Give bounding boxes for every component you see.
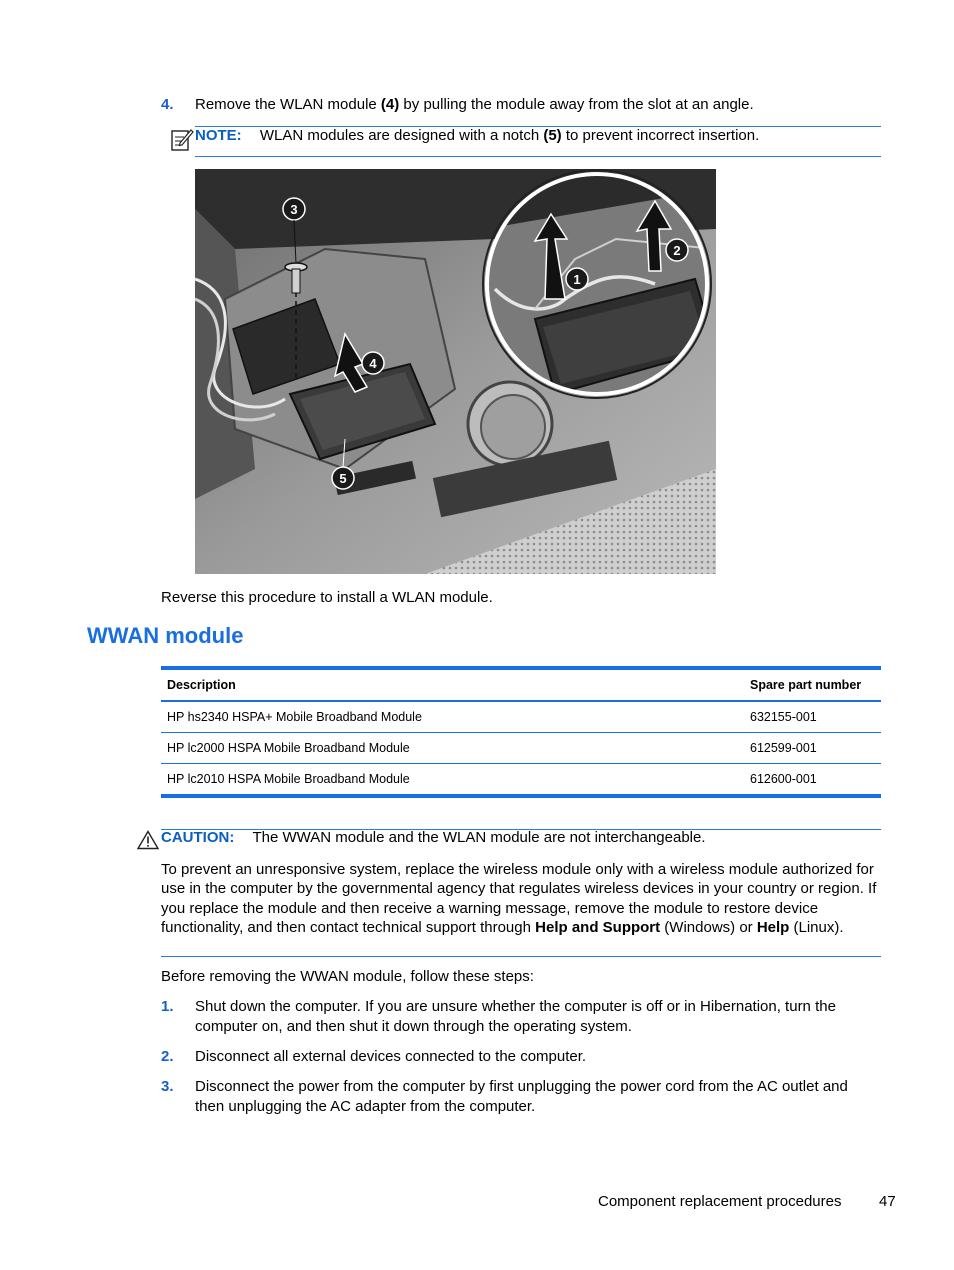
header-description: Description <box>161 668 744 701</box>
row-1-part: 632155-001 <box>750 710 817 724</box>
table-row <box>161 733 881 764</box>
callout-2-label: 2 <box>673 243 681 258</box>
warning-triangle-icon <box>137 830 159 850</box>
step-2-number: 2. <box>161 1048 174 1065</box>
wlan-module-removal-photo <box>195 169 716 574</box>
table-row <box>161 701 881 733</box>
note-label: NOTE: <box>195 127 242 144</box>
caution-body-c: (Linux). <box>789 918 844 936</box>
step-4-text-a: Remove the WLAN module <box>195 96 381 113</box>
row-3-part: 612600-001 <box>750 772 817 786</box>
caution-body-b: (Windows) or <box>660 918 757 936</box>
step-2-text: Disconnect all external devices connected to the computer. <box>195 1048 587 1065</box>
caution-line <box>161 829 706 846</box>
header-spare-part: Spare part number <box>744 668 881 701</box>
note-text-a: WLAN modules are designed with a notch <box>259 127 544 144</box>
wwan-parts-table <box>161 666 881 798</box>
before-removing-text: Before removing the WWAN module, follow these steps: <box>161 968 534 985</box>
section-title: WWAN module <box>87 623 244 648</box>
reverse-procedure-text: Reverse this procedure to install a WLAN module. <box>161 589 493 606</box>
step-4-text <box>195 95 885 115</box>
callout-4-label: 4 <box>369 356 377 371</box>
step-3-text: Disconnect the power from the computer by first unplugging the power cord from the AC outlet and then unplugging the AC adapter from the computer. <box>195 1078 848 1115</box>
note-text-b: to prevent incorrect insertion. <box>561 127 760 144</box>
caution-body <box>161 860 883 937</box>
caution-bold-help-support: Help and Support <box>535 918 661 936</box>
table-row <box>161 764 881 797</box>
step-4-bold: (4) <box>380 96 400 113</box>
caution-bold-help: Help <box>756 918 790 936</box>
caution-label: CAUTION: <box>161 829 235 846</box>
note-line <box>195 127 759 144</box>
row-3-description: HP lc2010 HSPA Mobile Broadband Module <box>167 772 410 786</box>
step-4-text-b: by pulling the module away from the slot at an angle. <box>399 96 754 113</box>
note-bottom-rule <box>195 156 881 157</box>
page-number: 47 <box>879 1193 896 1210</box>
row-2-part: 612599-001 <box>750 741 817 755</box>
note-bold: (5) <box>543 127 562 144</box>
callout-3-label: 3 <box>290 202 298 217</box>
step-1-text: Shut down the computer. If you are unsure whether the computer is off or in Hibernation, turn the computer on, and then shut it down through the operating system. <box>195 998 836 1035</box>
note-icon <box>170 127 194 153</box>
step-1-number: 1. <box>161 998 174 1015</box>
step-3-number: 3. <box>161 1078 174 1095</box>
row-1-description: HP hs2340 HSPA+ Mobile Broadband Module <box>167 710 422 724</box>
step-4-number: 4. <box>161 96 174 113</box>
table-header-row <box>161 668 881 701</box>
callout-5-label: 5 <box>339 471 347 486</box>
footer-section: Component replacement procedures <box>598 1193 842 1210</box>
row-2-description: HP lc2000 HSPA Mobile Broadband Module <box>167 741 410 755</box>
callout-1-label: 1 <box>573 272 581 287</box>
caution-bottom-rule <box>161 956 881 957</box>
caution-text: The WWAN module and the WLAN module are not interchangeable. <box>252 829 706 846</box>
caution-body-a: To prevent an unresponsive system, replace the wireless module only with a wireless module authorized for use in the computer by the governmental agency that regulates wireless devices in your country or region. If you replace the module and then receive a warning message, remove the module to restore device functionality, and then contact technical support through <box>161 861 877 936</box>
